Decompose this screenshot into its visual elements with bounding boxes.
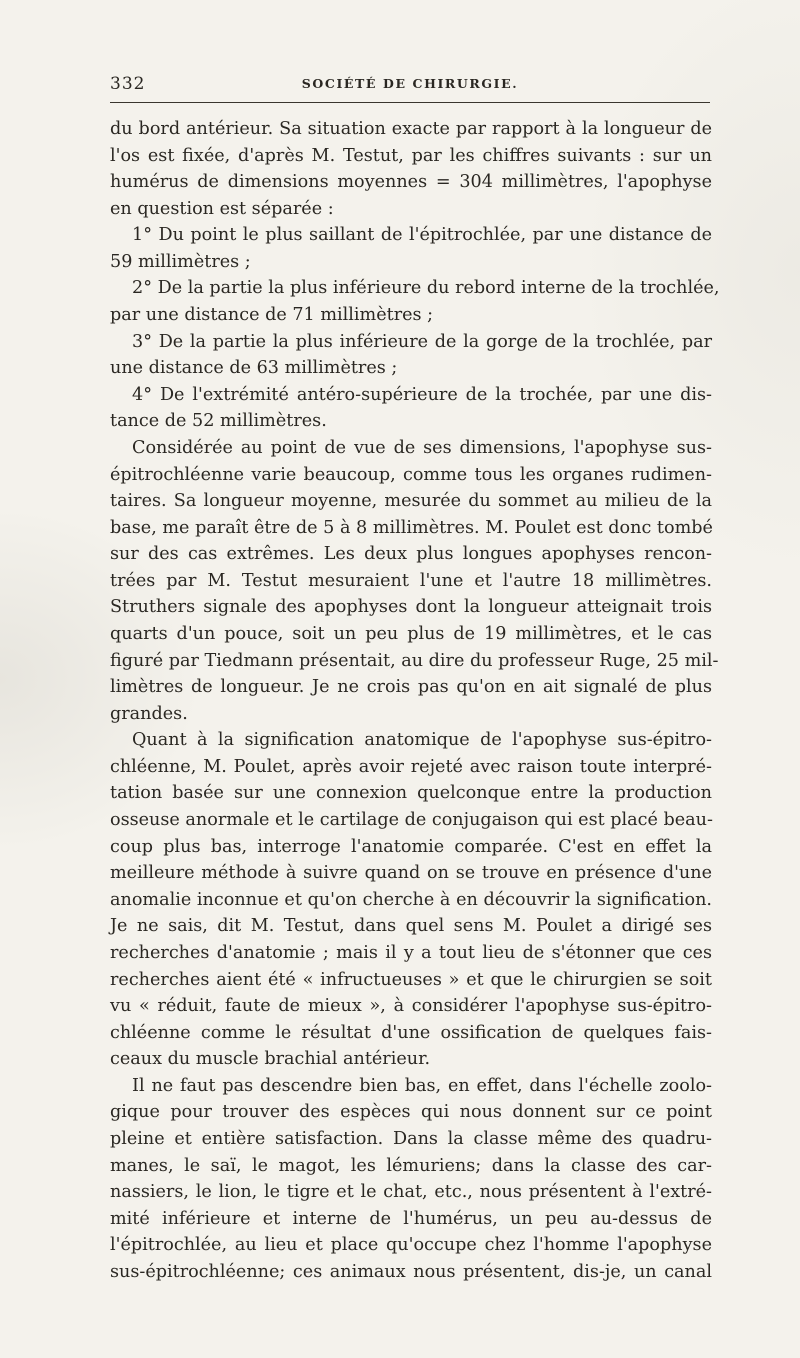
- text-line: par une distance de 71 millimètres ;: [110, 305, 434, 326]
- text-line: tation basée sur une connexion quelconque entre la production: [110, 783, 712, 804]
- header-rule: [110, 102, 710, 103]
- text-line: sus-épitrochléenne; ces animaux nous présentent, dis-je, un canal: [110, 1261, 712, 1282]
- text-line: épitrochléenne varie beaucoup, comme tous les organes rudimen-: [110, 464, 712, 485]
- text-line: Quant à la signification anatomique de l'apophyse sus-épitro-: [132, 730, 712, 751]
- text-line: anomalie inconnue et qu'on cherche à en découvrir la signification.: [110, 889, 712, 910]
- text-line: trées par M. Testut mesuraient l'une et l'autre 18 millimètres.: [110, 570, 712, 591]
- text-line: Considérée au point de vue de ses dimensions, l'apophyse sus-: [132, 437, 712, 458]
- text-line: recherches aient été « infructueuses » et que le chirurgien se soit: [110, 969, 712, 990]
- text-line: 59 millimètres ;: [110, 251, 251, 272]
- text-line: coup plus bas, interroge l'anatomie comparée. C'est en effet la: [110, 836, 712, 857]
- text-line: chléenne comme le résultat d'une ossification de quelques fais-: [110, 1022, 712, 1043]
- text-line: Je ne sais, dit M. Testut, dans quel sens M. Poulet a dirigé ses: [110, 916, 712, 937]
- text-line: une distance de 63 millimètres ;: [110, 358, 398, 379]
- text-line: tance de 52 millimètres.: [110, 411, 327, 432]
- text-line: 3° De la partie la plus inférieure de la gorge de la trochlée, par: [132, 331, 712, 352]
- text-line: en question est séparée :: [110, 198, 334, 219]
- text-line: pleine et entière satisfaction. Dans la classe même des quadru-: [110, 1128, 712, 1149]
- text-line: osseuse anormale et le cartilage de conjugaison qui est placé beau-: [110, 810, 713, 831]
- text-line: 4° De l'extrémité antéro-supérieure de la trochée, par une dis-: [132, 384, 712, 405]
- text-line: base, me paraît être de 5 à 8 millimètres. M. Poulet est donc tombé: [110, 517, 713, 538]
- text-line: ceaux du muscle brachial antérieur.: [110, 1049, 431, 1070]
- text-line: du bord antérieur. Sa situation exacte par rapport à la longueur de: [110, 119, 712, 139]
- text-line: vu « réduit, faute de mieux », à considérer l'apophyse sus-épitro-: [110, 996, 712, 1017]
- text-line: chléenne, M. Poulet, après avoir rejeté avec raison toute interpré-: [110, 756, 712, 777]
- page-number: 332: [110, 74, 146, 94]
- text-line: l'os est fixée, d'après M. Testut, par les chiffres suivants : sur un: [110, 145, 712, 166]
- text-line: limètres de longueur. Je ne crois pas qu'on en ait signalé de plus: [110, 677, 712, 698]
- text-line: nassiers, le lion, le tigre et le chat, etc., nous présentent à l'extré-: [110, 1182, 712, 1203]
- text-line: Il ne faut pas descendre bien bas, en effet, dans l'échelle zoolo-: [132, 1075, 712, 1096]
- text-line: 2° De la partie la plus inférieure du rebord interne de la trochlée,: [132, 278, 720, 299]
- text-line: meilleure méthode à suivre quand on se trouve en présence d'une: [110, 863, 712, 884]
- text-line: quarts d'un pouce, soit un peu plus de 19 millimètres, et le cas: [110, 623, 712, 644]
- text-line: l'épitrochlée, au lieu et place qu'occupe chez l'homme l'apophyse: [110, 1235, 712, 1256]
- text-line: Struthers signale des apophyses dont la longueur atteignait trois: [110, 597, 712, 618]
- running-head: [110, 74, 710, 98]
- text-line: gique pour trouver des espèces qui nous donnent sur ce point: [110, 1102, 712, 1123]
- text-line: mité inférieure et interne de l'humérus, un peu au-dessus de: [110, 1208, 712, 1229]
- text-line: taires. Sa longueur moyenne, mesurée du sommet au milieu de la: [110, 491, 712, 512]
- text-line: manes, le saï, le magot, les lémuriens; dans la classe des car-: [110, 1155, 712, 1176]
- text-line: sur des cas extrêmes. Les deux plus longues apophyses rencon-: [110, 544, 712, 565]
- body-text: [110, 116, 720, 1285]
- text-line: grandes.: [110, 703, 188, 724]
- text-line: recherches d'anatomie ; mais il y a tout lieu de s'étonner que ces: [110, 942, 712, 963]
- text-line: figuré par Tiedmann présentait, au dire du professeur Ruge, 25 mil-: [110, 650, 719, 671]
- text-line: 1° Du point le plus saillant de l'épitrochlée, par une distance de: [132, 225, 712, 246]
- running-title: SOCIÉTÉ DE CHIRURGIE.: [301, 76, 519, 91]
- text-line: humérus de dimensions moyennes = 304 millimètres, l'apophyse: [110, 172, 712, 193]
